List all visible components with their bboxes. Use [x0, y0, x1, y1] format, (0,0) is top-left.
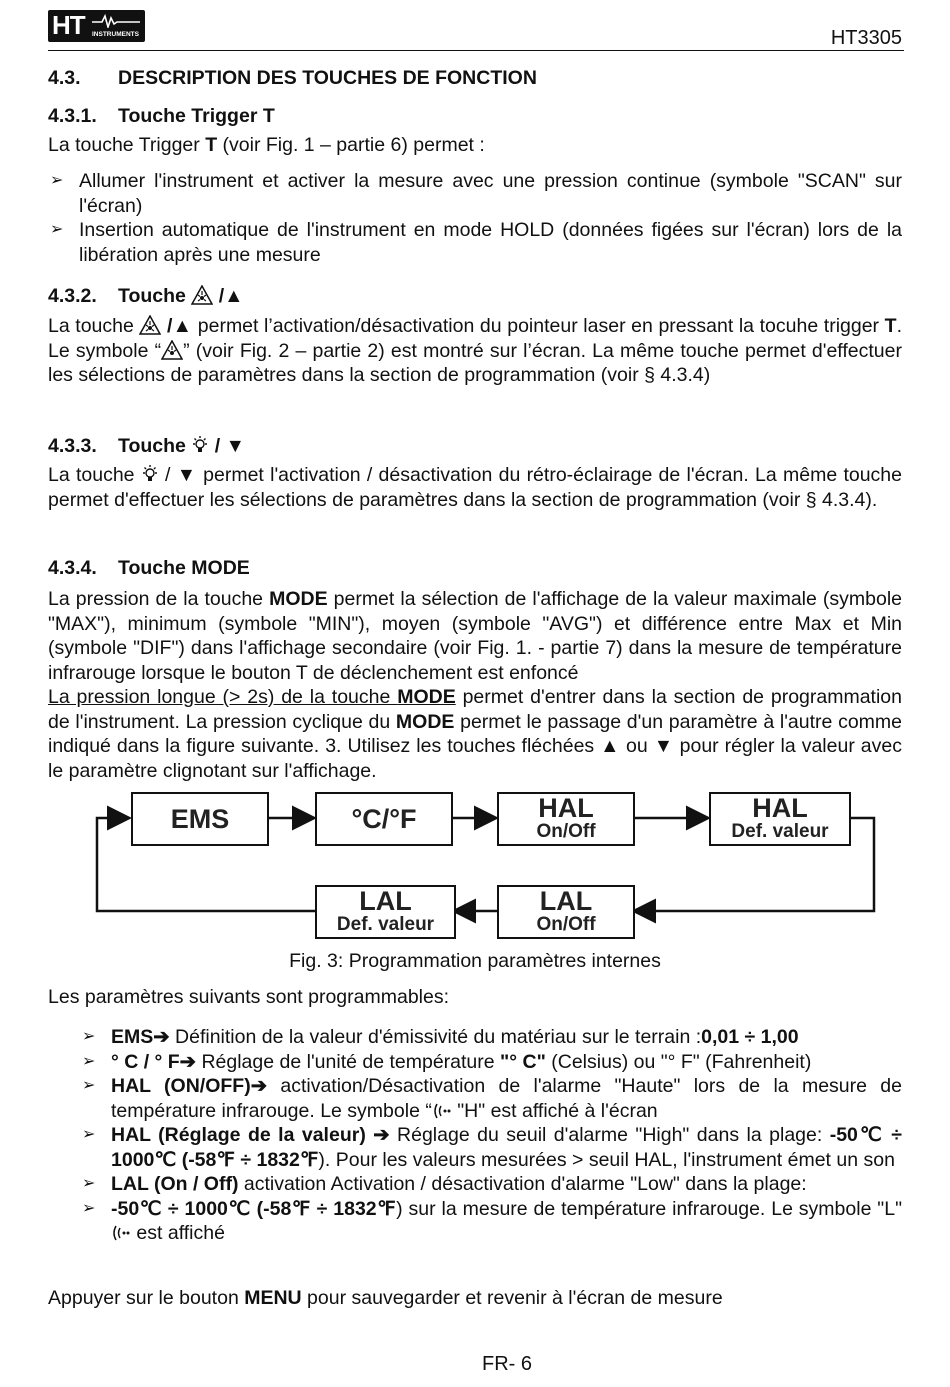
hal-onoff-box: HAL On/Off — [497, 792, 635, 846]
arrow-bullet-icon: ➢ — [82, 1126, 96, 1143]
arrow-bullet-icon: ➢ — [82, 1199, 96, 1217]
list-item: ➢ EMS➔ Définition de la valeur d'émissivité du matériau sur le terrain :0,01 ÷ 1,00 — [82, 1026, 799, 1048]
list-item: ➢ HAL (Réglage de la valeur) ➔ Réglage du seuil d'alarme "High" dans la plage: -50℃ ÷ 1000℃ (-58℉ ÷ 1832℉). Pour les valeurs mesurées > seuil HAL, l'instrument émet un son — [82, 1124, 902, 1171]
section-heading-4-3-4: 4.3.4. Touche MODE — [48, 557, 250, 579]
laser-warning-icon — [161, 340, 183, 360]
lal-def-box: LAL Def. valeur — [315, 885, 456, 939]
unit-box: °C/°F — [315, 792, 453, 846]
list-item: ➢ LAL (On / Off) activation Activation / désactivation d'alarme "Low" dans la plage: — [82, 1173, 807, 1195]
arrow-bullet-icon: ➢ — [82, 1028, 96, 1045]
header-rule — [48, 50, 904, 51]
arrow-bullet-icon: ➢ — [50, 221, 64, 238]
laser-paragraph: La touche /▲ permet l’activation/désactivation du pointeur laser en pressant la tocuhe trigger T. Le symbole “ ” (voir Fig. 2 – partie 2) est montré sur l’écran. La même touche permet d'effectuer les sélections de paramètres dans la section de programmation (voir § 4.3.4) — [48, 315, 902, 386]
section-heading-4-3-1: 4.3.1. Touche Trigger T — [48, 105, 275, 127]
ems-box: EMS — [131, 792, 269, 846]
logo-subtitle: INSTRUMENTS — [92, 31, 139, 38]
hal-def-box: HAL Def. valeur — [709, 792, 851, 846]
backlight-paragraph: La touche / ▼ permet l'activation / désactivation du rétro-éclairage de l'écran. La même touche permet d'effectuer les sélections de paramètres dans la section de programmation (voir § 4.3.4). — [48, 464, 902, 511]
arrow-bullet-icon: ➢ — [50, 172, 64, 189]
waveform-icon — [92, 14, 142, 28]
closing-paragraph: Appuyer sur le bouton MENU pour sauvegarder et revenir à l'écran de mesure — [48, 1287, 723, 1309]
arrow-bullet-icon: ➢ — [82, 1052, 96, 1070]
model-number: HT3305 — [830, 27, 902, 49]
backlight-bulb-icon — [141, 464, 159, 484]
arrow-bullet-icon: ➢ — [82, 1077, 96, 1094]
lal-onoff-box: LAL On/Off — [497, 885, 635, 939]
backlight-bulb-icon — [191, 435, 209, 455]
logo-text: HT — [52, 10, 85, 40]
list-item: ➢ Insertion automatique de l'instrument en mode HOLD (données figées sur l'écran) lors de la libération après une mesure — [50, 219, 902, 266]
buzzer-sound-icon — [111, 1224, 131, 1242]
ht-logo — [48, 10, 145, 42]
trigger-list — [48, 169, 902, 267]
params-intro: Les paramètres suivants sont programmables: — [48, 986, 450, 1008]
list-item: ➢ ° C / ° F➔ Réglage de l'unité de température "° C" (Celsius) ou "° F" (Fahrenheit) — [82, 1050, 812, 1073]
list-item: ➢ HAL (ON/OFF)➔ activation/Désactivation de l'alarme "Haute" lors de la mesure de température infrarouge. Le symbole “ "H" est affiché à l'écran — [82, 1075, 902, 1122]
mode-paragraph: La pression de la touche MODE permet la sélection de l'affichage de la valeur maximale (symbole "MAX"), minimum (symbole "MIN"), moyen (symbole "AVG") et différence entre Max et Min (symbole "DIF") dans l'affichage secondaire (voir Fig. 1. - partie 7) dans la mesure de température infrarouge lorsque le bouton T de déclenchement est enfoncé La pression longue (> 2s) de la touche MODE permet d'entrer dans la section de programmation de l'instrument. La pression cyclique du MODE permet le passage d'un paramètre à l'autre comme indiqué dans la figure suivante. 3. Utilisez les touches fléchées ▲ ou ▼ pour régler la valeur avec le paramètre clignotant sur l'affichage. — [48, 588, 903, 782]
buzzer-sound-icon — [432, 1102, 452, 1120]
list-item: ➢ -50℃ ÷ 1000℃ (-58℉ ÷ 1832℉) sur la mesure de température infrarouge. Le symbole "L" est affiché — [82, 1197, 902, 1244]
list-item: ➢ Allumer l'instrument et activer la mesure avec une pression continue (symbole "SCAN" sur l'écran) — [50, 170, 902, 217]
trigger-intro: La touche Trigger T (voir Fig. 1 – partie 6) permet : — [48, 134, 485, 156]
section-heading-4-3: 4.3. DESCRIPTION DES TOUCHES DE FONCTION — [48, 67, 537, 89]
laser-warning-icon — [191, 285, 213, 305]
section-heading-4-3-2: 4.3.2. Touche /▲ — [48, 285, 244, 307]
page-number: FR- 6 — [482, 1353, 532, 1375]
laser-warning-icon — [139, 315, 161, 335]
arrow-bullet-icon: ➢ — [82, 1175, 96, 1192]
params-list — [80, 1025, 902, 1246]
figure-caption: Fig. 3: Programmation paramètres internes — [289, 950, 661, 972]
section-heading-4-3-3: 4.3.3. Touche / ▼ — [48, 435, 245, 457]
